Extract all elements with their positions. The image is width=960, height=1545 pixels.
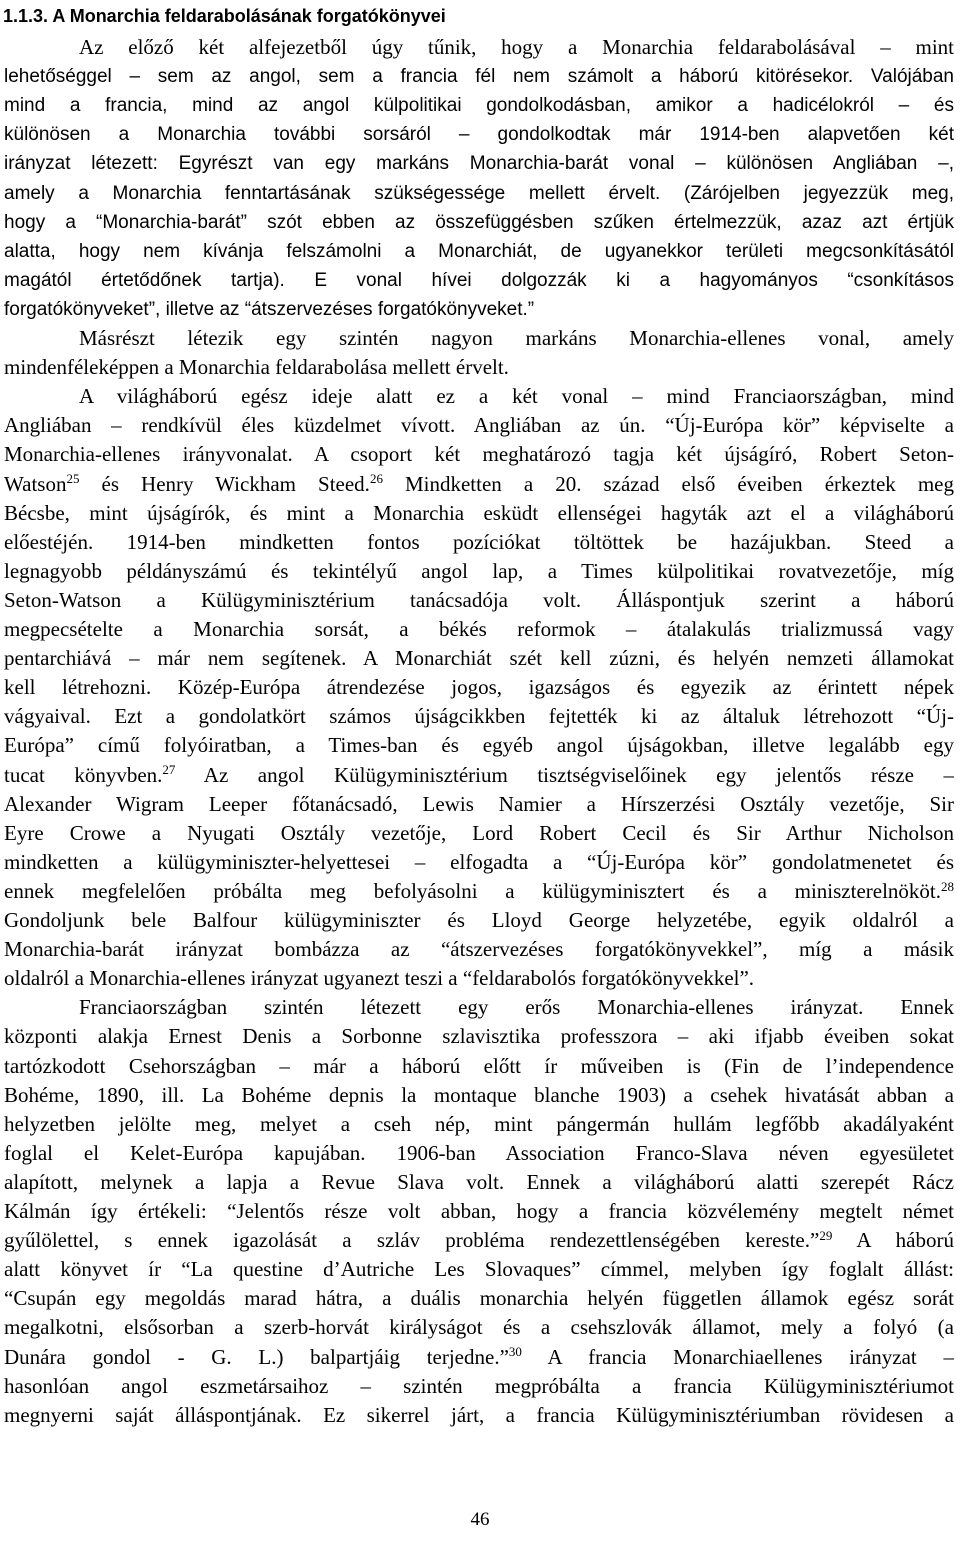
text-line-content: pentarchiává – már nem segítenek. A Monarchiát szét kell zúzni, és helyén nemzeti államokat [4,646,954,671]
text-line [4,440,954,469]
text-line [4,906,954,935]
section-heading: 1.1.3. A Monarchia feldarabolásának forgatókönyvei [3,6,446,26]
text-line-content: Európa” című folyóiratban, a Times-ban és egyéb angol újságokban, illetve legalább egy [4,733,954,758]
text-line [4,1022,954,1051]
text-line [4,1110,954,1139]
text-line [4,1052,954,1081]
text-line-content: alapított, melynek a lapja a Revue Slava volt. Ennek a világháború alatti szerepét Rácz [4,1169,954,1194]
text-line [4,1313,954,1342]
text-line-content: “Csupán egy megoldás marad hátra, a duális monarchia helyén független államok egész sorát [4,1286,954,1311]
text-line-content: különösen a Monarchia további sorsáról – gondolkodtak már 1914-ben alapvetően két [4,124,954,146]
text-line [4,179,954,208]
text-line [4,790,954,819]
text-line [79,382,954,411]
text-line-content: Másrészt létezik egy szintén nagyon markáns Monarchia-ellenes vonal, amely [79,326,954,350]
text-line-content: Monarchia-barát irányzat bombázza az “átszervezéses forgatókönyvekkel”, míg a másik [4,937,954,962]
text-line [4,1401,954,1430]
text-line-content: Az előző két alfejezetből úgy tűnik, hogy a Monarchia feldarabolásával – mint [79,35,954,59]
text-line [4,819,954,848]
text-line [4,1081,954,1110]
text-line: Dunára gondol - G. L.) balpartjáig terjedne.”30 A francia Monarchiaellenes irányzat – [4,1344,954,1369]
text-line-content: Bohéme, 1890, ill. La Bohéme depnis la montaque blanche 1903) a csehek hivatását abban a [4,1082,954,1107]
text-line-content: mindenféleképpen a Monarchia feldarabolása mellett érvelt. [4,355,509,380]
text-line [4,528,954,557]
text-line-content: megalkotni, elsősorban a szerb-horvát királyságot és a csehszlovák államot, mely a folyó (a [4,1315,954,1340]
text-line-content: vágyaival. Ezt a gondolatkört számos újságcikkben fejtették ki az általuk létrehozott “Új- [4,704,954,729]
text-line [4,1168,954,1197]
text-line-content: hasonlóan angol eszmetársaihoz – szintén megpróbálta a francia Külügyminisztériumot [4,1373,954,1398]
text-line [4,1197,954,1226]
text-line [4,1284,954,1313]
text-line-content: megnyerni saját álláspontjának. Ez sikerrel járt, a francia Külügyminisztériumban rövidesen a [4,1402,954,1427]
text-line-content: foglal el Kelet-Európa kapujában. 1906-ban Association Franco-Slava néven egyesületet [4,1140,954,1165]
text-line [4,1255,954,1284]
text-line-content: A világháború egész ideje alatt ez a két vonal – mind Franciaországban, mind [79,384,954,409]
text-line-content: Seton-Watson a Külügyminisztérium tanácsadója volt. Álláspontjuk szerint a háború [4,587,954,612]
text-line [4,353,954,382]
text-line-content: mindketten a külügyminiszter-helyettesei – elfogadta a “Új-Európa kör” gondolatmenetet és [4,849,954,874]
text-line [4,586,954,615]
text-line [4,644,954,673]
text-line-content: Monarchia-ellenes irányvonalat. A csoport két meghatározó tagja két újságíró, Robert Seton- [4,442,954,467]
text-line-content: lehetőséggel – sem az angol, sem a francia fél nem számolt a háború kitörésekor. Valójában [4,66,954,88]
text-line [4,673,954,702]
text-line-content: mind a francia, mind az angol külpolitikai gondolkodásban, amikor a hadicélokról – és [4,95,954,117]
text-line-content: Franciaországban szintén létezett egy erős Monarchia-ellenes irányzat. Ennek [79,995,954,1020]
text-line [4,557,954,586]
text-line-content: megpecsételte a Monarchia sorsát, a békés reformok – átalakulás trializmussá vagy [4,617,954,641]
text-line-continuation: és Henry Wickham Steed. [79,471,370,496]
text-line [4,964,954,993]
text-line-continuation: A háború [832,1228,954,1253]
text-line-content: irányzat létezett: Egyrészt van egy markáns Monarchia-barát vonal – különösen Angliában –, [4,153,954,175]
text-line: gyűlölettel, s ennek igazolását a szláv probléma rendezettlenségében kereste.”29 A háború [4,1227,954,1253]
text-line-content: tucat könyvben. [4,762,163,787]
text-line-content: magától értetődőnek tartja). E vonal hívei dolgozzák ki a hagyományos “csonkításos [4,269,954,291]
text-line [79,33,954,62]
text-line [4,411,954,440]
text-line [4,499,954,528]
text-line-continuation: A francia Monarchiaellenes irányzat – [521,1344,954,1369]
text-line [4,149,954,178]
text-line-continuation: Az angol Külügyminisztérium tisztségviselőinek egy jelentős része – [175,762,954,787]
text-line: ennek megfelelően próbálta meg befolyásolni a külügyminisztert és a miniszterelnököt.28 [4,878,954,903]
text-line-content: legnagyobb példányszámú és tekintélyű angol lap, a Times külpolitikai rovatvezetője, míg [4,558,954,583]
text-line [79,993,954,1022]
text-line: Watson25 és Henry Wickham Steed.26 Mindketten a 20. század első éveiben érkeztek meg [4,471,954,496]
text-line-content: Watson [4,471,67,496]
text-line [4,615,954,644]
text-line-content: alatt könyvet ír “La questine d’Autriche Les Slovaques” címmel, melyben így foglalt állást: [4,1257,954,1282]
text-line [4,62,954,91]
text-line [4,731,954,760]
text-line-content: Alexander Wigram Leeper főtanácsadó, Lewis Namier a Hírszerzési Osztály vezetője, Sir [4,791,954,816]
text-line-content: hogy a “Monarchia-barát” szót ebben az összefüggésben szűken értelmezzük, azaz azt értjük [4,211,954,233]
text-line [4,295,954,324]
text-line [4,1139,954,1168]
text-line-content: Gondoljunk bele Balfour külügyminiszter és Lloyd George helyzetébe, egyik oldalról a [4,908,954,932]
text-line [4,91,954,120]
text-line-content: Angliában – rendkívül éles küzdelmet vívott. Angliában az ún. “Új-Európa kör” képviselte a [4,413,954,438]
text-line-content: Kálmán így értékeli: “Jelentős része volt abban, hogy a francia közvélemény megtelt német [4,1199,954,1223]
text-line [4,120,954,149]
text-line-content: helyzetben jelölte meg, melyet a cseh nép, mint pángermán hullám legfőbb akadályaként [4,1111,954,1136]
text-line [4,702,954,731]
text-line-content: tartózkodott Csehországban – már a háború előtt ír műveiben is (Fin de l’independence [4,1053,954,1078]
page-number: 46 [470,1509,490,1530]
text-line-content: Eyre Crowe a Nyugati Osztály vezetője, Lord Robert Cecil és Sir Arthur Nicholson [4,820,954,845]
text-line [4,208,954,237]
text-line-content: amely a Monarchia fenntartásának szükségessége mellett érvelt. (Zárójelben jegyezzük meg, [4,182,954,204]
text-line-content: előestéjén. 1914-ben mindketten fontos pozíciókat töltöttek be hazájukban. Steed a [4,529,954,554]
text-line-content: kell létrehozni. Közép-Európa átrendezése jogos, igazságos és egyezik az érintett népek [4,675,954,700]
text-line-content: központi alakja Ernest Denis a Sorbonne szlavisztika professzora – aki ifjabb éveiben sokat [4,1024,954,1049]
text-line [4,266,954,295]
text-line-content: gyűlölettel, s ennek igazolását a szláv probléma rendezettlenségében kereste.” [4,1228,820,1253]
text-line-content: oldalról a Monarchia-ellenes irányzat ugyanezt teszi a “feldarabolós forgatókönyvekkel”. [4,966,755,991]
text-line-continuation: Mindketten a 20. század első éveiben érkeztek meg [382,471,954,496]
text-line-content: alatta, hogy nem kívánja felszámolni a Monarchiát, de ugyanekkor területi megcsonkításától [4,240,954,262]
text-line [4,1372,954,1401]
text-line-content: Dunára gondol - G. L.) balpartjáig terjedne.” [4,1344,509,1369]
text-line [79,324,954,353]
text-line-content: ennek megfelelően próbálta meg befolyásolni a külügyminisztert és a miniszterelnököt. [4,878,941,903]
text-line [4,237,954,266]
text-line [4,935,954,964]
text-line [4,848,954,877]
text-line: tucat könyvben.27 Az angol Külügyminisztérium tisztségviselőinek egy jelentős része – [4,762,954,787]
text-line-content: Bécsbe, mint újságírók, és mint a Monarchia esküdt ellenségei hagyták azt el a világháború [4,500,954,525]
text-line-content: forgatókönyveket”, illetve az “átszervezéses forgatókönyveket.” [4,298,535,320]
